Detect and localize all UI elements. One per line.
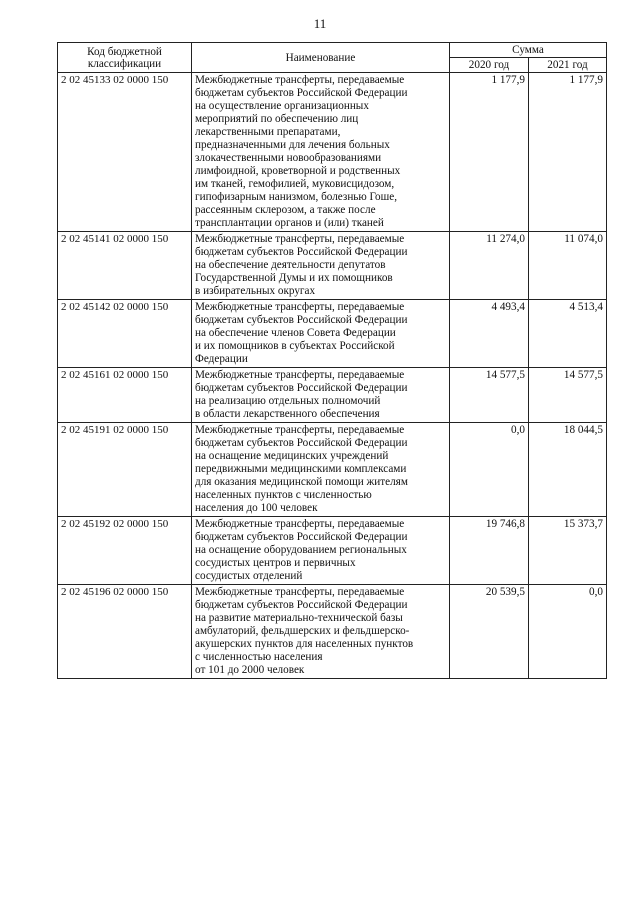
table-row <box>58 73 607 232</box>
table-row <box>58 585 607 679</box>
transfer-name-cell: Межбюджетные трансферты, передаваемые бюджетам субъектов Российской Федерации на развитие материально-технической базы амбулаторий, фельдшерских и фельдшерско- акушерских пунктов для населенных пунктов с численностью населения от 101 до 2000 человек <box>192 585 450 679</box>
budget-code-cell: 2 02 45161 02 0000 150 <box>58 368 192 423</box>
amount-2021-cell: 15 373,7 <box>529 517 607 585</box>
amount-2021-cell: 1 177,9 <box>529 73 607 232</box>
budget-code-cell: 2 02 45142 02 0000 150 <box>58 300 192 368</box>
budget-code-cell: 2 02 45191 02 0000 150 <box>58 423 192 517</box>
amount-2021-cell: 11 074,0 <box>529 232 607 300</box>
page-number: 11 <box>313 16 327 31</box>
transfer-name-cell: Межбюджетные трансферты, передаваемые бюджетам субъектов Российской Федерации на осуществление организационных мероприятий по обеспечению лиц лекарственными препаратами, предназначенными для лечения больных злокачественными новообразованиями лимфоидной, кроветворной и родственных им тканей, гемофилией, муковисцидозом, гипофизарным нанизмом, болезнью Гоше, рассеянным склерозом, а также после трансплантации органов и (или) тканей <box>192 73 450 232</box>
amount-2020-cell: 1 177,9 <box>450 73 529 232</box>
budget-code-cell: 2 02 45192 02 0000 150 <box>58 517 192 585</box>
transfer-name-cell: Межбюджетные трансферты, передаваемые бюджетам субъектов Российской Федерации на обеспечение деятельности депутатов Государственной Думы и их помощников в избирательных округах <box>192 232 450 300</box>
transfer-name-cell: Межбюджетные трансферты, передаваемые бюджетам субъектов Российской Федерации на реализацию отдельных полномочий в области лекарственного обеспечения <box>192 368 450 423</box>
year-2020-header: 2020 год <box>450 58 529 73</box>
amount-2021-cell: 0,0 <box>529 585 607 679</box>
transfer-name-cell: Межбюджетные трансферты, передаваемые бюджетам субъектов Российской Федерации на оснащение оборудованием региональных сосудистых центров и первичных сосудистых отделений <box>192 517 450 585</box>
amount-2021-cell: 14 577,5 <box>529 368 607 423</box>
table-row <box>58 517 607 585</box>
sum-column-header: Сумма <box>450 43 607 58</box>
transfer-name-cell: Межбюджетные трансферты, передаваемые бюджетам субъектов Российской Федерации на оснащение медицинских учреждений передвижными медицинскими комплексами для оказания медицинской помощи жителям населенных пунктов с численностью населения до 100 человек <box>192 423 450 517</box>
table-row <box>58 232 607 300</box>
amount-2020-cell: 20 539,5 <box>450 585 529 679</box>
budget-code-cell: 2 02 45133 02 0000 150 <box>58 73 192 232</box>
transfer-name-cell: Межбюджетные трансферты, передаваемые бюджетам субъектов Российской Федерации на обеспечение членов Совета Федерации и их помощников в субъектах Российской Федерации <box>192 300 450 368</box>
amount-2021-cell: 18 044,5 <box>529 423 607 517</box>
name-column-header: Наименование <box>192 43 450 73</box>
budget-code-cell: 2 02 45196 02 0000 150 <box>58 585 192 679</box>
table-row <box>58 423 607 517</box>
table-row <box>58 368 607 423</box>
code-column-header: Код бюджетной классификации <box>58 43 192 73</box>
amount-2020-cell: 14 577,5 <box>450 368 529 423</box>
table-header-row <box>58 43 607 58</box>
table-row <box>58 300 607 368</box>
amount-2021-cell: 4 513,4 <box>529 300 607 368</box>
amount-2020-cell: 0,0 <box>450 423 529 517</box>
budget-table <box>57 42 607 679</box>
amount-2020-cell: 19 746,8 <box>450 517 529 585</box>
amount-2020-cell: 4 493,4 <box>450 300 529 368</box>
year-2021-header: 2021 год <box>529 58 607 73</box>
amount-2020-cell: 11 274,0 <box>450 232 529 300</box>
budget-code-cell: 2 02 45141 02 0000 150 <box>58 232 192 300</box>
